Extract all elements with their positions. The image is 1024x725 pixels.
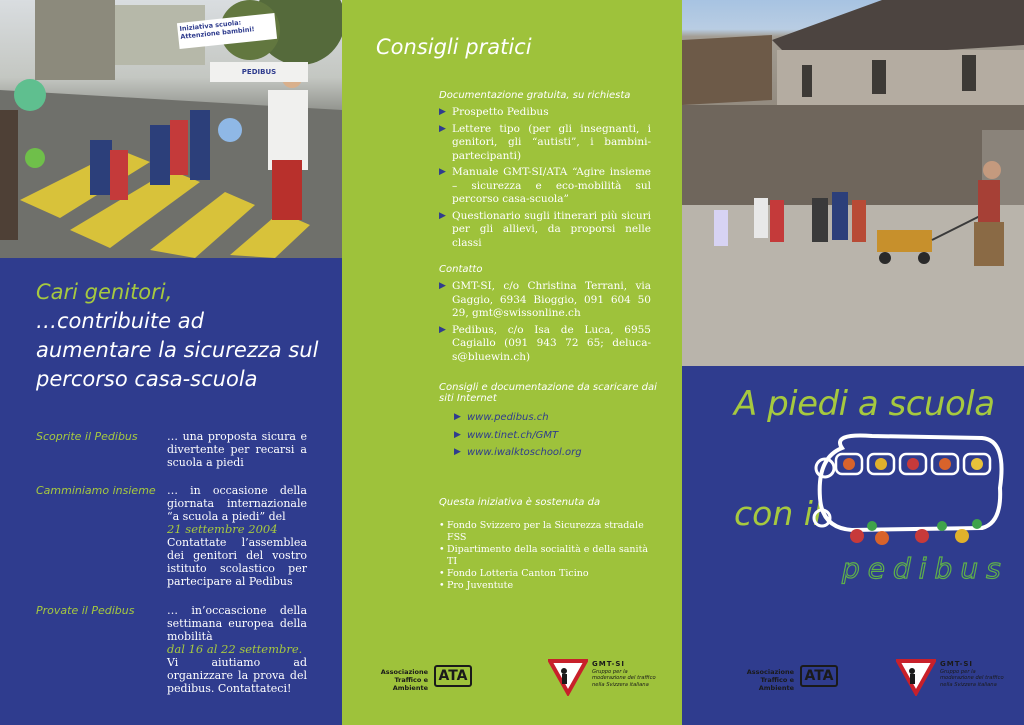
- gmt-logo-name: GMT-SI: [592, 660, 626, 668]
- schedule-date: dal 16 al 22 settembre.: [167, 642, 303, 656]
- cover-con-il: con il: [734, 494, 823, 533]
- list-item: ▶ Lettere tipo (per gli insegnanti, i genitori, gli “autisti”, i bambini-partecipanti): [439, 123, 651, 164]
- schedule-text: … una proposta sicura e divertente per recarsi a scuola a piedi: [167, 430, 307, 469]
- contact-heading: Contatto: [439, 264, 483, 275]
- ata-logo-box: ATA: [800, 665, 838, 687]
- website-link[interactable]: ▶ www.pedibus.ch: [454, 411, 666, 425]
- cover-title: A piedi a scuola: [734, 384, 995, 424]
- list-item: • Fondo Svizzero per la Sicurezza stradale FSS: [439, 520, 654, 544]
- children-crossing-photo: [0, 0, 342, 258]
- gmt-logo-desc: Gruppo per la moderazione del traffico nella Svizzera italiana: [940, 669, 1004, 688]
- list-item: ▶ Manuale GMT-SI/ATA “Agire insieme – sicurezza e eco-mobilità sul percorso casa-scuola”: [439, 166, 651, 207]
- heading-message: …contribuite ad aumentare la sicurezza sul percorso casa-scuola: [36, 309, 319, 391]
- website-link[interactable]: ▶ www.tinet.ch/GMT: [454, 429, 666, 443]
- pedibus-wordmark: pedibus: [842, 552, 1009, 585]
- practical-tips-title: Consigli pratici: [376, 35, 532, 59]
- schedule-text: [167, 604, 307, 695]
- supporters-heading: Questa iniziativa è sostenuta da: [439, 497, 601, 508]
- parents-heading: [36, 278, 326, 394]
- ata-logo: [368, 662, 480, 692]
- schedule-label: Camminiamo insieme: [36, 484, 156, 497]
- pedibus-bus-illustration: [812, 428, 1012, 588]
- heading-greeting: Cari genitori,: [36, 280, 173, 304]
- list-item: ▶ GMT-SI, c/o Christina Terrani, via Gaggio, 6934 Bioggio, 091 604 50 29, gmt@swissonline.ch: [439, 280, 651, 321]
- schedule-item: [36, 430, 316, 474]
- schedule-text-details: Contattate l’assemblea dei genitori del vostro istituto scolastico per partecipare al Pedibus: [167, 536, 307, 588]
- schedule-item: [36, 484, 316, 594]
- schedule-text: [167, 484, 307, 588]
- schedule-text-intro: … in occasione della giornata internazionale “a scuola a piedi” del: [167, 484, 307, 523]
- list-item: ▶ Pedibus, c/o Isa de Luca, 6955 Cagiallo (091 943 72 65; deluca-s@bluewin.ch): [439, 324, 651, 365]
- gmt-logo-desc: Gruppo per la moderazione del traffico nella Svizzera italiana: [592, 669, 656, 688]
- downloads-links: [454, 411, 666, 464]
- schedule-label: Scoprite il Pedibus: [36, 430, 138, 443]
- list-item: • Dipartimento della socialità e della sanità TI: [439, 544, 654, 568]
- ata-logo-text: Associazione Traffico e Ambiente: [380, 668, 428, 692]
- gmt-logo-name: GMT-SI: [940, 660, 974, 668]
- supporters-list: [439, 520, 654, 592]
- schedule-label: Provate il Pedibus: [36, 604, 135, 617]
- pedibus-walking-photo: [682, 0, 1024, 366]
- documentation-heading: Documentazione gratuita, su richiesta: [439, 90, 631, 101]
- list-item: ▶ Questionario sugli itinerari più sicuri per gli allievi, da proporsi nelle classi: [439, 210, 651, 251]
- photo-sign-school: Iniziativa scuola: Attenzione bambini!: [177, 13, 277, 49]
- gmt-sign-icon: [548, 658, 588, 696]
- gmt-sign-icon: [896, 658, 936, 696]
- schedule-item: [36, 604, 316, 694]
- list-item: • Fondo Lotteria Canton Ticino: [439, 568, 654, 580]
- documentation-list: [439, 106, 651, 253]
- website-link[interactable]: ▶ www.iwalktoschool.org: [454, 446, 666, 460]
- schedule-text-details: Vi aiutiamo ad organizzare la prova del pedibus. Contattateci!: [167, 656, 307, 695]
- schedule-date: 21 settembre 2004: [167, 522, 278, 536]
- ata-logo-text: Associazione Traffico e Ambiente: [746, 668, 794, 692]
- list-item: ▶ Prospetto Pedibus: [439, 106, 651, 120]
- left-panel: [0, 0, 342, 725]
- gmt-logo: [548, 658, 658, 698]
- downloads-heading: Consigli e documentazione da scaricare dai siti Internet: [439, 382, 657, 404]
- list-item: • Pro Juventute: [439, 580, 654, 592]
- ata-logo-box: ATA: [434, 665, 472, 687]
- middle-panel: [342, 0, 682, 725]
- photo-banner-pedibus: PEDIBUS: [210, 62, 308, 82]
- ata-logo: [734, 662, 846, 692]
- schedule-text-intro: … in’occascione della settimana europea della mobilità: [167, 604, 307, 643]
- right-panel: [682, 0, 1024, 725]
- contact-list: [439, 280, 651, 367]
- gmt-logo: [896, 658, 1006, 698]
